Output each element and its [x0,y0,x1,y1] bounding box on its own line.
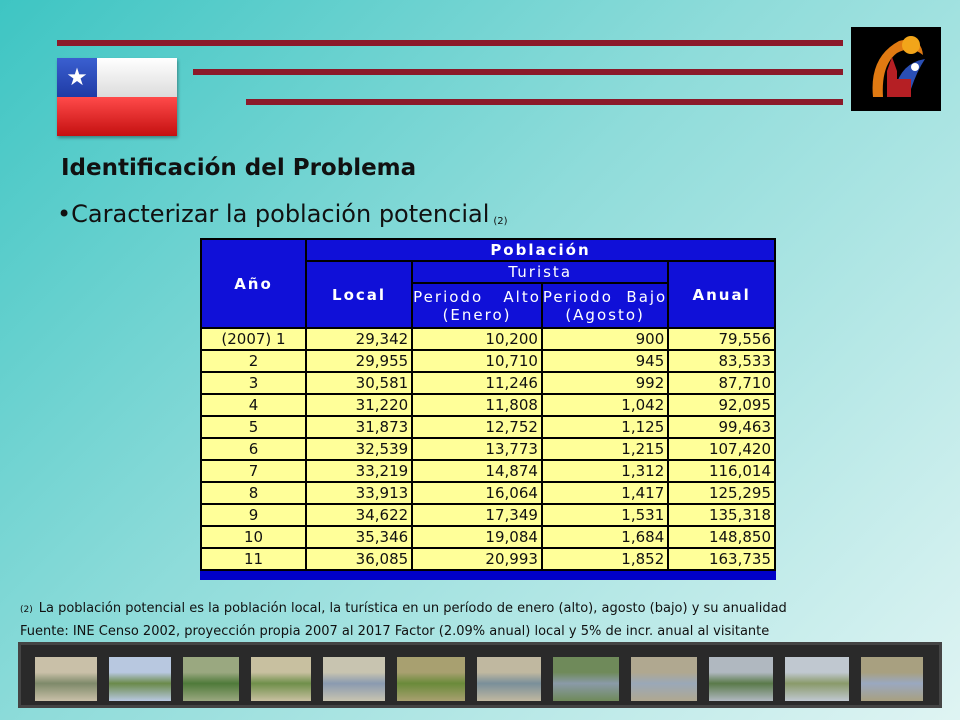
grass-photo-icon [397,657,465,701]
path-photo-icon [251,657,311,701]
table-row [201,372,775,394]
table-cell: 17,349 [412,504,542,526]
table-cell: 10,200 [412,328,542,350]
header-bar-3 [246,99,843,105]
table-cell: 135,318 [668,504,775,526]
table-cell: 163,735 [668,548,775,570]
table-cell: 1,042 [542,394,668,416]
logo [851,27,941,111]
header-local: Local [306,261,412,328]
header-annual: Anual [668,261,775,328]
table-cell: 148,850 [668,526,775,548]
church-logo-icon [851,27,941,111]
header-high-month: (Enero) [442,305,512,324]
table-cell: 1,852 [542,548,668,570]
riverbed-photo-icon [785,657,849,701]
table-row [201,460,775,482]
footnote-line-1: La población potencial es la población local, la turística en un período de enero (alto), agosto (bajo) y su anualidad [38,601,787,616]
table-cell: 125,295 [668,482,775,504]
table-cell: 7 [201,460,306,482]
table-cell: 35,346 [306,526,412,548]
table-row [201,350,775,372]
table-cell: 4 [201,394,306,416]
table-cell: (2007) 1 [201,328,306,350]
table-cell: 92,095 [668,394,775,416]
table-row [201,548,775,570]
header-low-month: (Agosto) [565,305,645,324]
header-high-period [412,283,542,328]
table-cell: 30,581 [306,372,412,394]
photo-strip [18,642,942,708]
table-cell: 16,064 [412,482,542,504]
table-cell: 9 [201,504,306,526]
footnote [20,598,787,642]
table-cell: 107,420 [668,438,775,460]
table-cell: 1,531 [542,504,668,526]
table-cell: 116,014 [668,460,775,482]
chile-flag-icon [57,58,177,136]
field-photo-icon [323,657,385,701]
star-icon: ★ [66,63,88,91]
table-cell: 29,955 [306,350,412,372]
table-cell: 1,312 [542,460,668,482]
header-year: Año [201,239,306,328]
bank-photo-icon [183,657,239,701]
table-cell: 33,219 [306,460,412,482]
header-low-period [542,283,668,328]
header-tourist: Turista [412,261,668,283]
footnote-ref: (2) [20,605,33,615]
table-row [201,416,775,438]
table-cell: 99,463 [668,416,775,438]
bullet-text [57,200,508,228]
table-cell: 10,710 [412,350,542,372]
table-cell: 11,246 [412,372,542,394]
table-cell: 12,752 [412,416,542,438]
table-cell: 11,808 [412,394,542,416]
table-cell: 10 [201,526,306,548]
table-cell: 34,622 [306,504,412,526]
population-table [200,238,776,580]
table-cell: 20,993 [412,548,542,570]
table-row [201,438,775,460]
table-cell: 2 [201,350,306,372]
table-cell: 900 [542,328,668,350]
table-cell: 11 [201,548,306,570]
table-cell: 33,913 [306,482,412,504]
bullet-label: •Caracterizar la población potencial [57,200,490,228]
table-cell: 6 [201,438,306,460]
table-cell: 14,874 [412,460,542,482]
header-bar-1 [57,40,843,46]
river-photo-icon [861,657,923,701]
header-low-label: Periodo Bajo [542,287,668,306]
bullet-ref: (2) [493,216,508,227]
river-photo-icon [631,657,697,701]
table-cell: 36,085 [306,548,412,570]
table-cell: 1,417 [542,482,668,504]
table-cell: 31,220 [306,394,412,416]
footnote-line-2: Fuente: INE Censo 2002, proyección propia 2007 al 2017 Factor (2.09% anual) local y 5% de incr. anual al visitante [20,624,770,639]
table-cell: 8 [201,482,306,504]
table-cell: 31,873 [306,416,412,438]
table-cell: 1,215 [542,438,668,460]
table-cell: 29,342 [306,328,412,350]
table-cell: 5 [201,416,306,438]
table-cell: 87,710 [668,372,775,394]
header-bar-2 [193,69,843,75]
table-cell: 992 [542,372,668,394]
page-title: Identificación del Problema [61,155,417,181]
table-cell: 79,556 [668,328,775,350]
willow-photo-icon [709,657,773,701]
river-photo-icon [35,657,97,701]
header-high-label: Periodo Alto [413,287,541,306]
table-cell: 32,539 [306,438,412,460]
table-row [201,394,775,416]
table-row [201,328,775,350]
bridge-photo-icon [553,657,619,701]
table-row [201,482,775,504]
table-row [201,526,775,548]
table-cell: 19,084 [412,526,542,548]
table-cell: 945 [542,350,668,372]
table-cell: 1,125 [542,416,668,438]
table-row [201,504,775,526]
trees-photo-icon [109,657,171,701]
header-population: Población [306,239,775,261]
table-cell: 1,684 [542,526,668,548]
table-cell: 83,533 [668,350,775,372]
table-cell: 13,773 [412,438,542,460]
river-photo-icon [477,657,541,701]
table-cell: 3 [201,372,306,394]
